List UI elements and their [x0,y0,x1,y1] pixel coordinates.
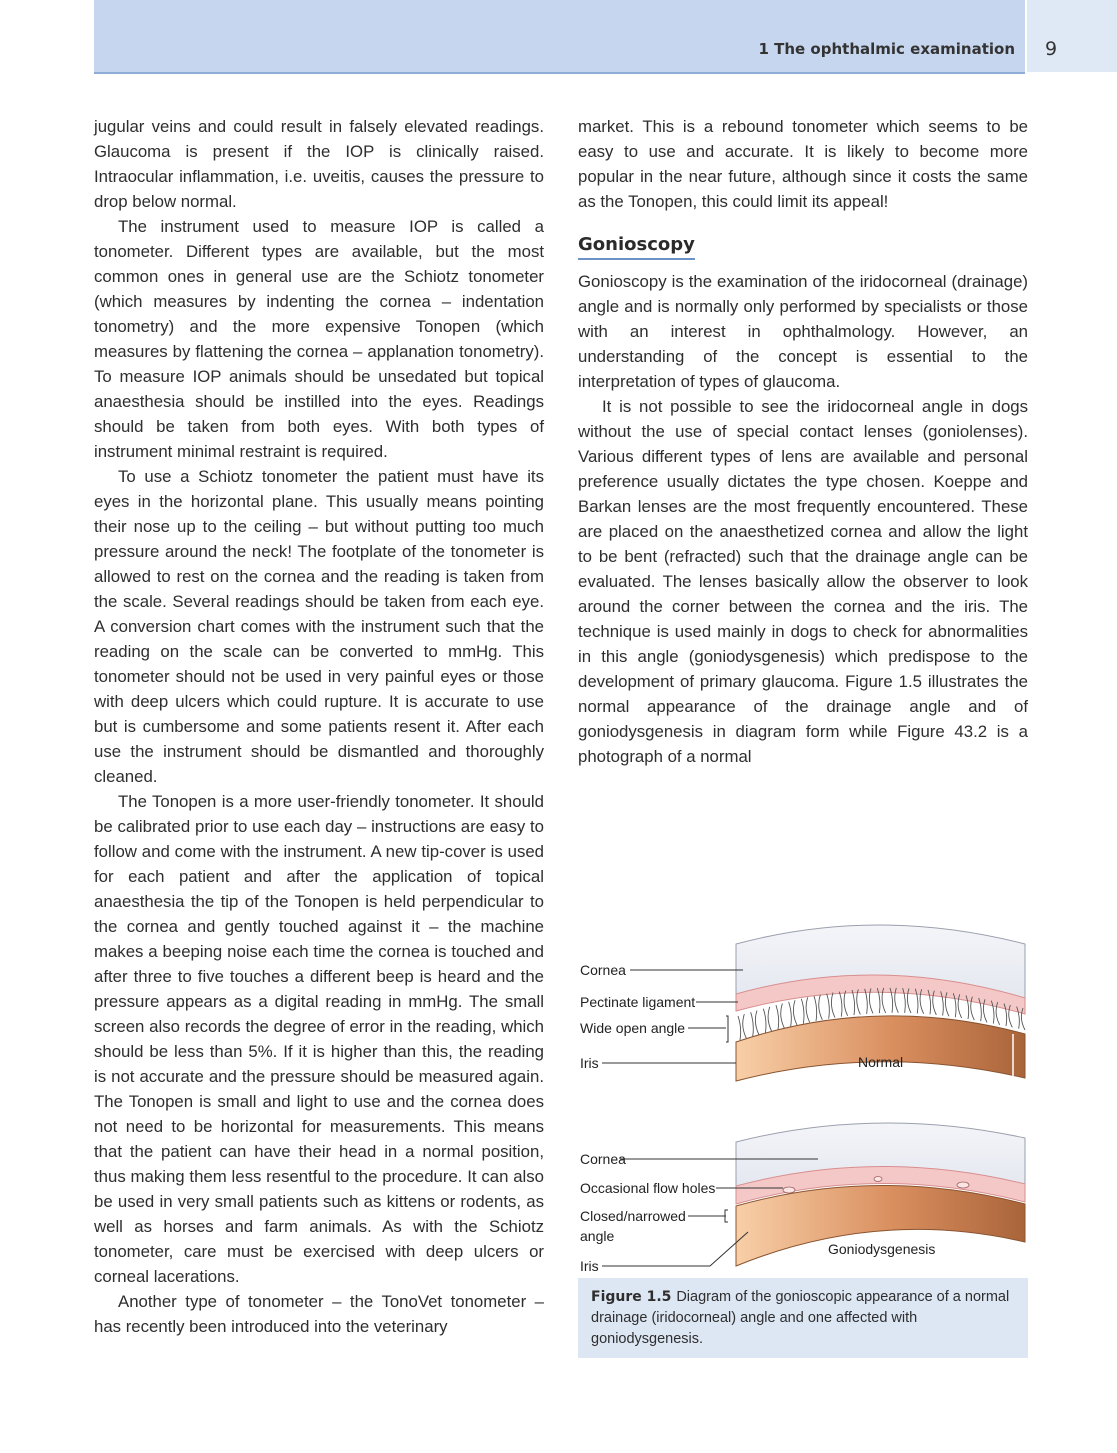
caption-text: Diagram of the gonioscopic appearance of a normal drainage (iridocorneal) angle and one affected with goniodysgenesis. [591,1289,1010,1347]
label-closed-narrowed: Closed/narrowed [580,1208,686,1224]
pectinate-fibre [839,992,842,1017]
page-number: 9 [1045,38,1058,60]
pectinate-fibre [827,994,830,1019]
figure-1-5 [578,916,1028,1358]
label-pectinate-ligament: Pectinate ligament [580,994,696,1010]
pectinate-fibre [852,990,855,1015]
label-wide-open-angle: Wide open angle [580,1020,686,1036]
pectinate-fibre [751,1012,754,1036]
normal-iris [736,1016,1025,1081]
paragraph: The instrument used to measure IOP is called a tonometer. Different types are available, but the most common ones in general use are the Schiotz tonometer (which measures by indenting the cornea – indentation tonometry) and the more expensive Tonopen (which measures by flattening the cornea – applanation tonometry). To measure IOP animals should be unsedated but topical anaesthesia should be instilled into the eyes. Readings should be taken from both eyes. With both types of instrument minimal restraint is required. [94,217,544,461]
goniodysgenesis-diagram [580,1123,1025,1274]
label-angle: angle [580,1228,615,1244]
normal-title: Normal [858,1054,904,1070]
normal-angle-diagram [580,925,1025,1081]
pectinate-fibre [819,995,823,1020]
flow-hole [783,1187,795,1193]
pectinate-fibre [831,993,835,1018]
pectinate-fibre [763,1009,766,1033]
pectinate-fibre [814,996,817,1021]
paragraph: To use a Schiotz tonometer the patient must have its eyes in the horizontal plane. This usually means pointing their nose up to the ceiling – but without putting too much pressure around the neck! The footplate of the tonometer is allowed to rest on the cornea and the reading is taken from the scale. Several readings should be taken from each eye. A conversion chart comes with the instrument such that the reading on the scale can be converted to mmHg. This tonometer should not be used in very painful eyes or those with deep ulcers which could rupture. It is accurate to use but is cumbersome and some patients resent it. After each use the instrument should be dismantled and thoroughly cleaned. [94,467,544,786]
label-cornea: Cornea [580,1151,626,1167]
header-band [94,0,1025,74]
pectinate-fibre [793,1000,797,1025]
pectinate-fibre [801,999,804,1024]
label-iris: Iris [580,1055,599,1071]
section-heading: Gonioscopy [578,233,695,260]
running-title: 1 The ophthalmic examination [758,40,1015,58]
page-number-tab [1027,0,1117,72]
paragraph: jugular veins and could result in falsely elevated readings. Glaucoma is present if the IOP is clinically raised. Intraocular inflammation, i.e. uveitis, causes the pressure to drop below normal. [94,117,544,211]
pectinate-fibre [844,991,848,1016]
paragraph: Another type of tonometer – the TonoVet tonometer – has recently been introduced into the veterinary [94,1292,544,1336]
pectinate-fibre [743,1014,747,1038]
pectinate-fibre [806,997,810,1022]
caption-label: Figure 1.5 [591,1289,677,1305]
pectinate-fibre [857,989,861,1014]
paragraph: market. This is a rebound tonometer which seems to be easy to use and accurate. It is likely to become more popular in the near future, although since it costs the same as the Tonopen, this could limit its appeal! [578,117,1028,211]
right-column [578,114,1028,769]
label-iris: Iris [580,1258,599,1274]
paragraph: The Tonopen is a more user-friendly tonometer. It should be calibrated prior to use each day – instructions are easy to follow and come with the instrument. A new tip-cover is used for each patient and after the application of topical anaesthesia the tip of the Tonopen is held perpendicular to the cornea and gently touched against it – the machine makes a beeping noise each time the cornea is touched and after three to five touches a different beep is heard and the pressure appears as a digital reading in mmHg. The small screen also records the degree of error in the reading, which should be less than 5%. If it is higher than this, the reading is not accurate and the pressure should be measured again. The Tonopen is small and light to use and the cornea does not need to be horizontal for measurements. This means that the patient can have their head in a normal position, thus making them less resentful to the procedure. It can also be used in very small patients such as kittens or rodents, as well as horses and farm animals. As with the Schiotz tonometer, care must be exercised with deep ulcers or corneal lacerations. [94,792,544,1286]
flow-hole [957,1182,969,1188]
label-occasional-flow-holes: Occasional flow holes [580,1180,716,1196]
goniodysgenesis-title: Goniodysgenesis [828,1241,936,1257]
gonioscopy-diagram [578,916,1028,1278]
paragraph: Gonioscopy is the examination of the iridocorneal (drainage) angle and is normally only performed by specialists or those with an interest in ophthalmology. However, an understanding of the concept is essential to the interpretation of types of glaucoma. [578,272,1028,391]
pectinate-fibre [789,1002,792,1027]
left-column [94,114,544,1339]
figure-caption [578,1278,1028,1358]
pectinate-fibre [755,1010,759,1034]
label-cornea: Cornea [580,962,626,978]
flow-hole [874,1177,882,1182]
pectinate-fibre [738,1016,741,1040]
pectinate-fibre [776,1005,779,1030]
pectinate-fibre [781,1003,785,1028]
paragraph: It is not possible to see the iridocorneal angle in dogs without the use of special contact lenses (goniolenses). Various different types of lens are available and personal preference usually dictates the type chosen. Koeppe and Barkan lenses are the most frequently encountered. These are placed on the anaesthetized cornea and allow the light to be bent (refracted) such that the drainage angle can be evaluated. The lenses basically allow the observer to look around the corner between the cornea and the iris. The technique is used mainly in dogs to check for abnormalities in this angle (goniodysgenesis) which predispose to the development of primary glaucoma. Figure 1.5 illustrates the normal appearance of the drainage angle and of goniodysgenesis in diagram form while Figure 43.2 is a photograph of a normal [578,397,1028,766]
pectinate-fibre [768,1007,772,1031]
